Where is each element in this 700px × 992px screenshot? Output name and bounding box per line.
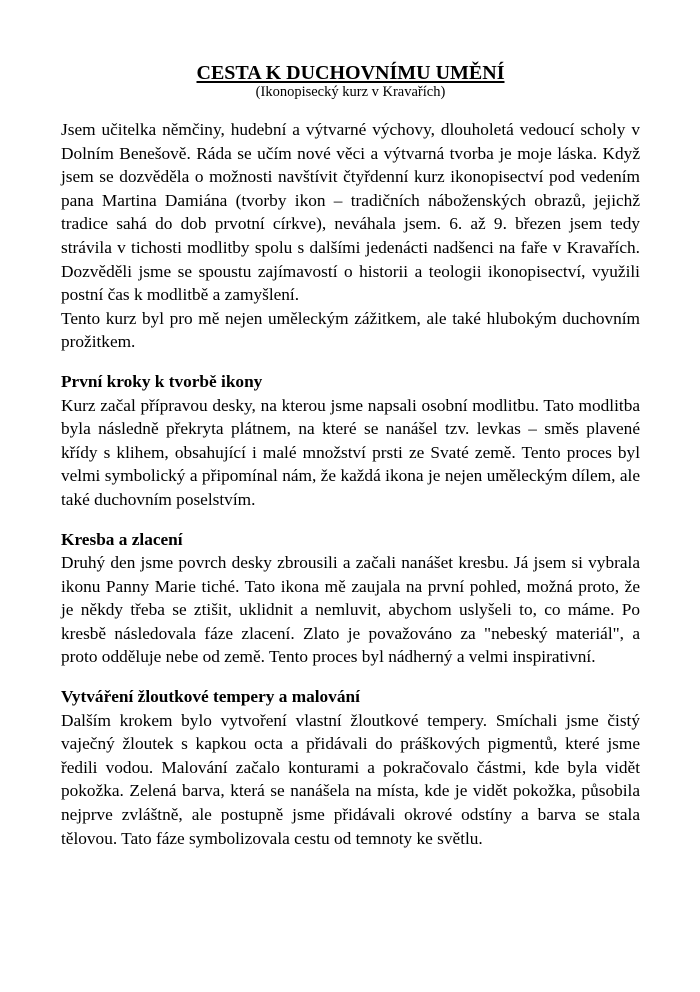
intro-paragraph-2: Tento kurz byl pro mě nejen uměleckým zážitkem, ale také hlubokým duchovním prožitkem. — [61, 308, 640, 352]
section-heading: Vytváření žloutkové tempery a malování — [61, 687, 360, 707]
section-paragraph: Dalším krokem bylo vytvoření vlastní žloutkové tempery. Smíchali jsme čistý vaječný žloutek s kapkou octa a přidávali do práškových pigmentů, které jsme ředili vodou. Malování začalo konturami a pokračovalo částmi, kde byla vidět pokožka. Zelená barva, která se nanášela na místa, kde je vidět pokožka, působila nejprve zvláštně, ale postupně jsme přidávali okrové odstíny a barva se stala tělovou. Tato fáze symbolizovala cestu od temnoty ke světlu. — [61, 710, 640, 848]
section-heading: První kroky k tvorbě ikony — [61, 371, 263, 391]
page-subtitle: (Ikonopisecký kurz v Kravařích) — [255, 84, 446, 100]
intro-block — [61, 118, 640, 354]
intro-paragraph-1: Jsem učitelka němčiny, hudební a výtvarné výchovy, dlouholetá vedoucí scholy v Dolním Benešově. Ráda se učím nové věci a výtvarná tvorba je moje láska. Když jsem se dozvěděla o možnosti navštívit čtyřdenní kurz ikonopisectví pod vedením pana Martina Damiána (tvorby ikon – tradičních náboženských obrazů, jejichž tradice sahá do dob prvotní církve), neváhala jsem. 6. až 9. březen jsem tedy strávila v tichosti modlitby spolu s dalšími jedenácti nadšenci na faře v Kravařích. Dozvěděli jsme se spoustu zajímavostí o historii a teologii ikonopisectví, využili postní čas k modlitbě a zamyšlení. — [61, 120, 640, 305]
section-paragraph: Kurz začal přípravou desky, na kterou jsme napsali osobní modlitbu. Tato modlitba byla následně překryta plátnem, na které se nanášel tzv. levkas – směs plavené křídy s klihem, obsahující i malé množství prsti ze Svaté země. Tento proces byl velmi symbolický a připomínal nám, že každá ikona je nejen uměleckým dílem, ale také duchovním poselstvím. — [61, 395, 640, 509]
page-title: CESTA K DUCHOVNÍMU UMĚNÍ — [196, 62, 505, 84]
section-paragraph: Druhý den jsme povrch desky zbrousili a začali nanášet kresbu. Já jsem si vybrala ikonu Panny Marie tiché. Tato ikona mě zaujala na první pohled, možná proto, že je někdy třeba se ztišit, uklidnit a nemluvit, abychom uslyšeli to, co máme. Po kresbě následovala fáze zlacení. Zlato je považováno za "nebeský materiál", a proto odděluje nebe od země. Tento proces byl nádherný a velmi inspirativní. — [61, 553, 640, 667]
section-heading: Kresba a zlacení — [61, 529, 183, 549]
section-tempera-painting — [61, 685, 640, 850]
section-first-steps — [61, 370, 640, 512]
section-drawing-gilding — [61, 528, 640, 670]
